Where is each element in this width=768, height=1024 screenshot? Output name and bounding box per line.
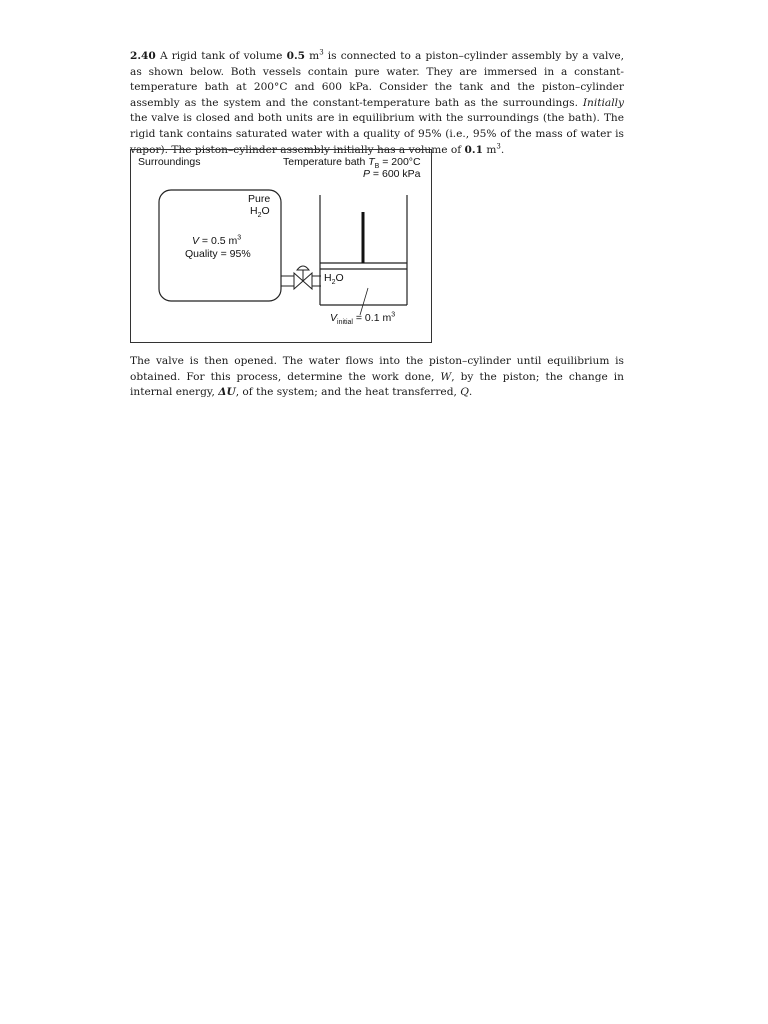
text-run: the valve is closed and both units are in equilibrium with the surroundings (the bath). The rigid tank contains saturated water with a quality of 95% (i.e., 95% of the mass of water is vapor). The piston–cylinder assembly initially has a volume of: [130, 112, 624, 156]
text-run: = 0.5 m: [199, 235, 238, 247]
text-run: .: [468, 386, 473, 399]
problem-number: 2.40: [130, 50, 156, 62]
bath-pressure-label: [363, 168, 421, 180]
text-run: H: [324, 272, 332, 284]
text-run: Temperature bath: [283, 156, 369, 168]
tank-volume-value: 0.5: [286, 50, 306, 62]
bath-temperature-label: [283, 156, 421, 171]
initial-volume-label: [330, 311, 396, 327]
problem-question: [130, 354, 624, 401]
text-run: O: [335, 272, 344, 284]
superscript-3: 3: [391, 311, 396, 319]
text-run: , by the piston; the change in internal energy,: [130, 370, 625, 399]
problem-statement: 2.40 A rigid tank of volume 0.5 $m^3$ is connected to a piston–cylinder assembly by a valve, as shown below. Both vessels contain pure water. They are immersed in a constant-temperature bath at 200°C and 600 kPa. Consider the tank and the piston–cylinder assembly as the system and the constant-temperature bath as the surroundings. Initially the valve is closed and both units are in equilibrium with the surroundings (the bath). The rigid tank contains saturated water with a quality of 95% (i.e., 95% of the mass of water is vapor). The piston–cylinder assembly initially has a volume of 0.1 $m^3$.: [130, 48, 624, 156]
var-Q: Q: [460, 386, 469, 399]
valve-right: [303, 273, 312, 289]
superscript-3: 3: [237, 234, 242, 242]
subscript-B: B: [374, 163, 380, 171]
subscript-2: 2: [331, 279, 336, 287]
text-run: .: [500, 143, 505, 156]
unit: m: [486, 143, 497, 156]
text-run: , of the system; and the heat transferred,: [235, 386, 461, 399]
var-V: V: [192, 235, 200, 247]
var-V: V: [330, 312, 338, 324]
subscript-2: 2: [257, 212, 262, 220]
text-run: The valve is then opened. The water flows into the piston–cylinder until equilibrium is obtained. For this process, determine the work done,: [130, 355, 624, 383]
piston-volume-value: 0.1: [464, 143, 483, 156]
volume-leader-line: [360, 288, 368, 315]
valve-handle: [297, 266, 309, 270]
text-run: = 0.1 m: [352, 312, 392, 324]
unit: m: [309, 50, 320, 62]
var-delta-U: ΔU: [218, 386, 236, 399]
text-run: = 200°C: [379, 156, 421, 168]
tank-volume-label: [192, 235, 241, 247]
tank-quality-label: Quality = 95%: [185, 248, 251, 260]
text-run: H: [250, 205, 258, 217]
pure-label: Pure: [248, 193, 271, 205]
surroundings-label: Surroundings: [138, 156, 201, 168]
text-run: O: [261, 205, 270, 217]
text-run: is connected to a piston–cylinder assembly by a valve, as shown below. Both vessels contain pure water. They are immersed in a constant-temperature bath at 200°C and 600 kPa. Consider the tank and the piston–cylinder assembly as the system and the constant-temperature bath as the surroundings.: [130, 50, 624, 109]
var-P: P: [363, 168, 371, 180]
text-run: = 600 kPa: [370, 168, 421, 180]
emphasis-initially: Initially: [582, 96, 624, 109]
var-T: T: [368, 156, 375, 168]
subscript-initial: initial: [337, 319, 353, 327]
valve-left: [294, 273, 303, 289]
var-W: W: [440, 370, 452, 383]
tank-h2o-label: [250, 205, 270, 220]
piston-cylinder-figure: [130, 149, 432, 343]
text-run: A rigid tank of volume: [159, 50, 287, 62]
cylinder-h2o-label: [324, 272, 344, 287]
